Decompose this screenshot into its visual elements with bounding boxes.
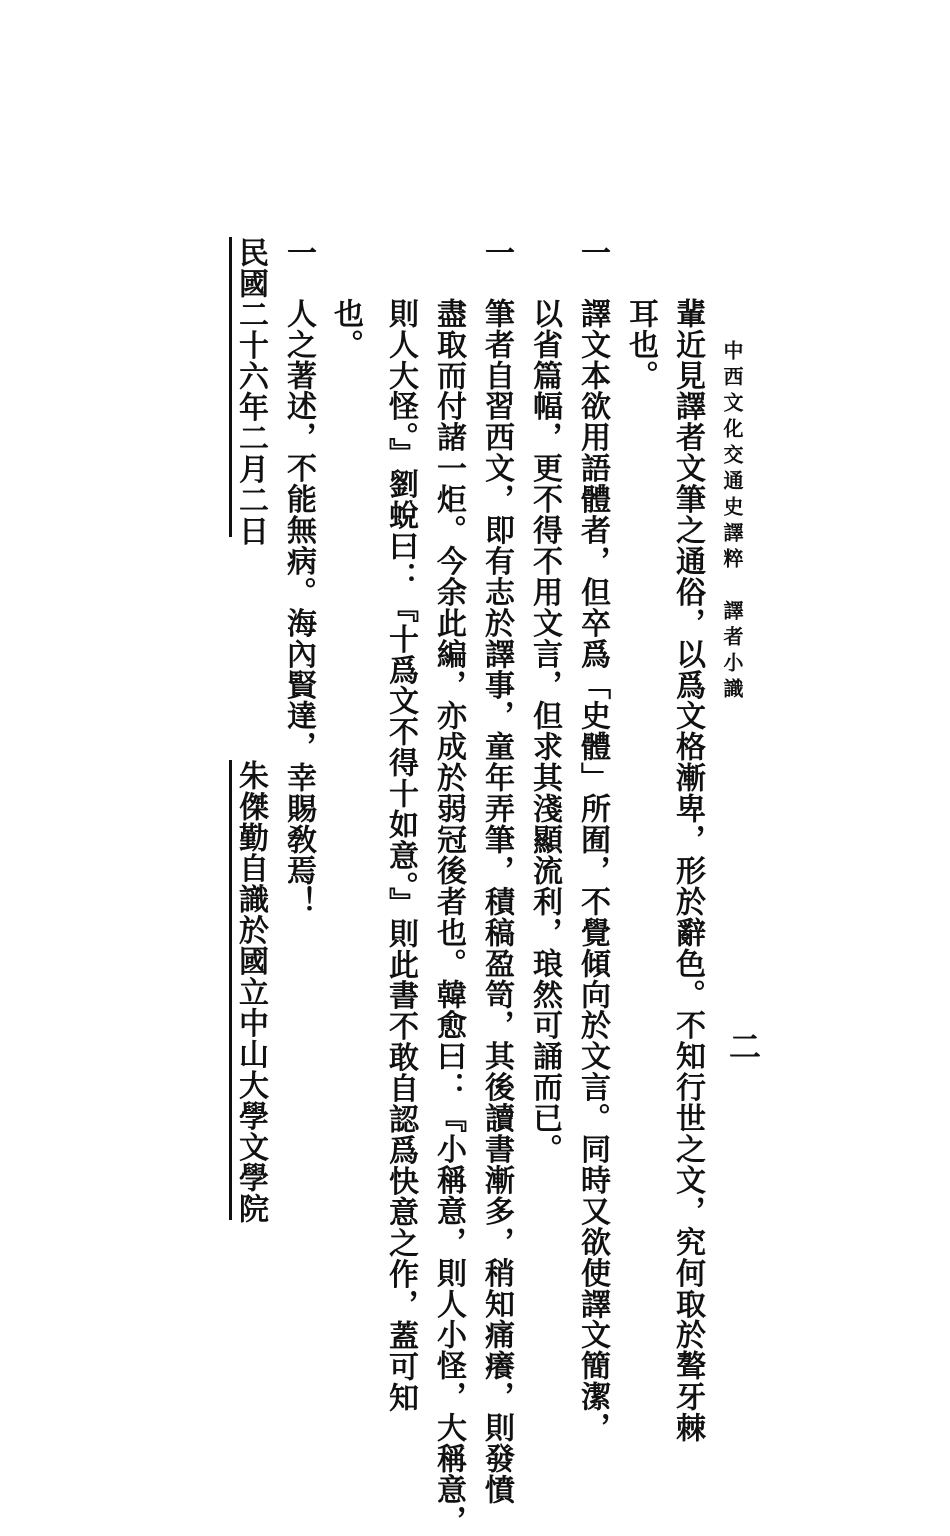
author-signature: 朱傑勤自識於國立中山大學文學院: [233, 760, 268, 1225]
paragraph-3-line-3: 則人大怪。』劉蛻曰：『十爲文不得十如意。』則此書不敢自認爲快意之作，蓋可知: [383, 298, 418, 1414]
paragraph-3-line-2: 盡取而付諸一炬。今余此編，亦成於弱冠後者也。韓愈曰：『小稱意，則人小怪，大稱意，: [431, 298, 466, 1536]
paragraph-1-line-2: 耳也。: [623, 298, 658, 391]
paragraph-3-line-4: 也。: [328, 298, 363, 360]
paragraph-3-line-1: 筆者自習西文，即有志於譯事，童年弄筆，積稿盈笥，其後讀書漸多，稍知痛癢，則發憤: [479, 298, 514, 1506]
page-number: 二: [724, 1030, 762, 1062]
name-side-rule: [229, 760, 232, 1220]
paragraph-1-line-1: 輩近見譯者文筆之通俗，以爲文格漸卑，形於辭色。不知行世之文，究何取於聱牙棘: [670, 298, 705, 1444]
date-side-rule: [229, 237, 232, 537]
paragraph-3-marker: 一: [479, 237, 514, 268]
paragraph-4-line-1: 人之著述，不能無病。海內賢達，幸賜敎焉！: [281, 298, 316, 917]
running-title: 中西文化交通史譯粹 譯者小識: [720, 340, 744, 704]
paragraph-2-marker: 一: [575, 237, 610, 268]
paragraph-4-marker: 一: [281, 237, 316, 268]
date-line: 民國二十六年二月二日: [233, 237, 268, 547]
paragraph-2-line-1: 譯文本欲用語體者，但卒爲「史體」所囿，不覺傾向於文言。同時又欲使譯文簡潔，: [575, 298, 610, 1444]
paragraph-2-line-2: 以省篇幅，更不得不用文言，但求其淺顯流利，琅然可誦而已。: [527, 298, 562, 1165]
